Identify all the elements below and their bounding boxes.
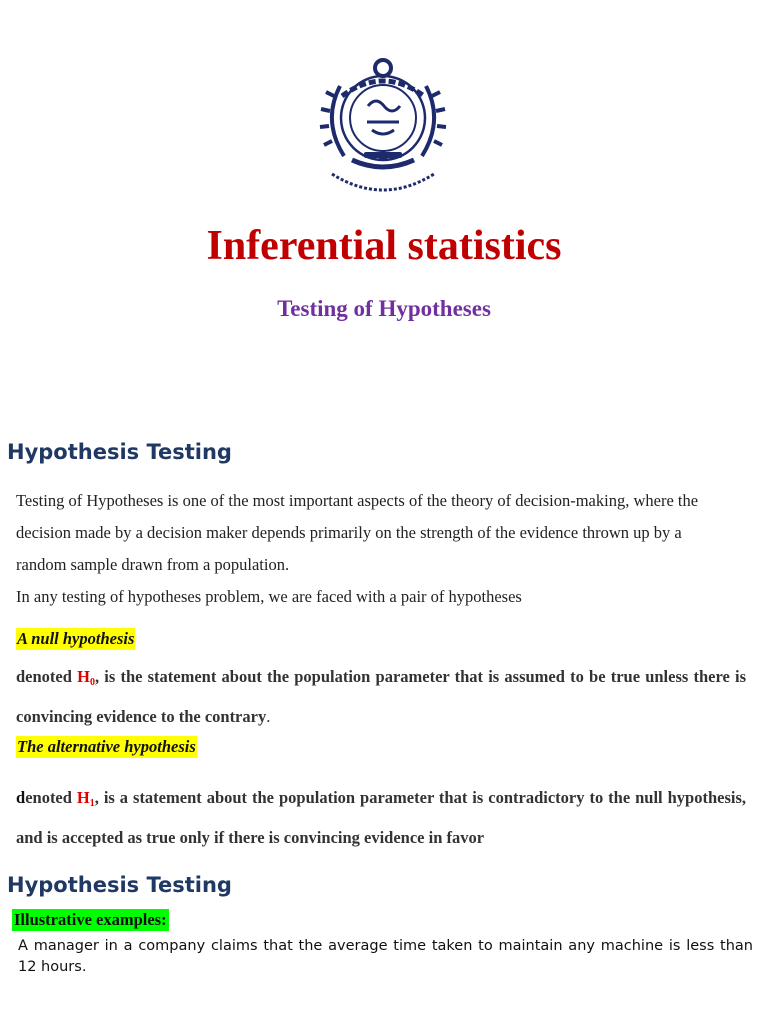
alternative-hypothesis-definition (16, 781, 746, 855)
intro-line: Testing of Hypotheses is one of the most important aspects of the theory of decision-making, where the (16, 491, 699, 510)
intro-paragraph (16, 485, 746, 613)
null-symbol: H (77, 667, 90, 686)
alt-prefix-rest: enoted (25, 788, 77, 807)
section-heading-hypothesis-testing: Hypothesis Testing (7, 440, 232, 464)
null-definition-text: , is the statement about the population parameter that is assumed to be true unless there is convincing evidence to the contrary (16, 667, 747, 726)
alt-prefix-d: d (16, 788, 26, 807)
null-subscript: 0 (89, 677, 95, 688)
page-subtitle: Testing of Hypotheses (277, 296, 491, 321)
section-heading-hypothesis-testing-2: Hypothesis Testing (7, 873, 232, 897)
alt-subscript: 1 (89, 798, 95, 809)
intro-line: In any testing of hypotheses problem, we are faced with a pair of hypotheses (16, 587, 522, 606)
intro-line: decision made by a decision maker depends primarily on the strength of the evidence thrown up by a (16, 523, 682, 542)
page-title: Inferential statistics (206, 223, 562, 269)
alt-definition-text: , is a statement about the population parameter that is contradictory to the null hypothesis, and is accepted as true only if there is convincing evidence in favor (16, 788, 747, 847)
null-hypothesis-label: A null hypothesis (17, 629, 135, 648)
null-prefix: denoted (16, 667, 78, 686)
null-end: . (266, 707, 271, 726)
null-hypothesis-definition (16, 660, 746, 734)
example-text: A manager in a company claims that the average time taken to maintain any machine is less than 12 hours. (18, 938, 753, 975)
alternative-hypothesis-label: The alternative hypothesis (17, 737, 196, 756)
intro-line: random sample drawn from a population. (16, 555, 290, 574)
alt-symbol: H (76, 788, 90, 807)
academy-seal-logo (312, 56, 454, 198)
illustrative-examples-label: Illustrative examples: (14, 910, 167, 929)
